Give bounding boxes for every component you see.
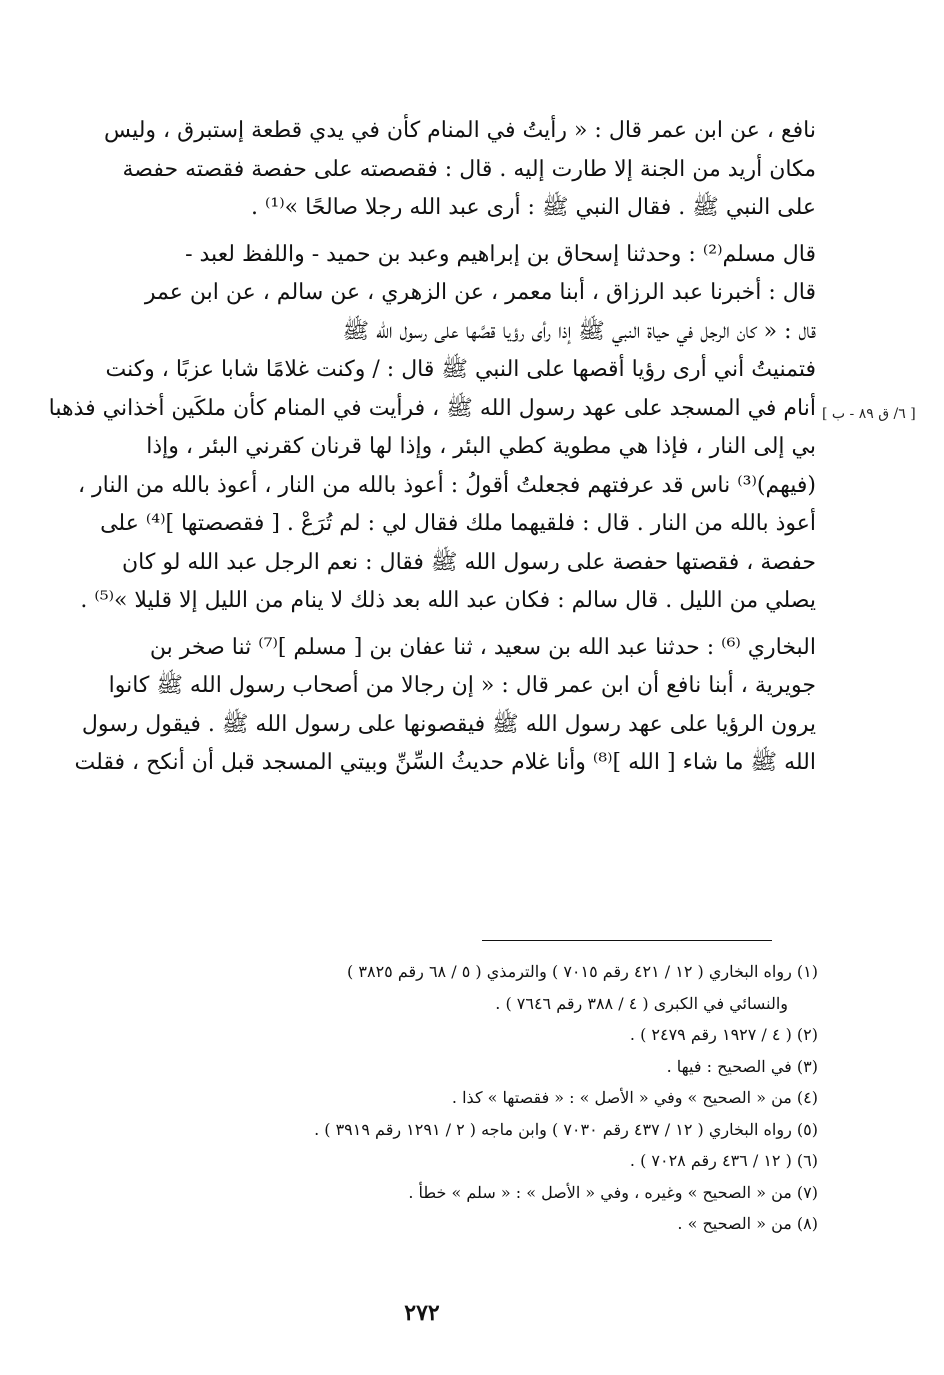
text-line: نافع ، عن ابن عمر قال : « رأيتُ في المنام كأن في يدي قطعة إستبرق ، وليس [104, 118, 816, 143]
text-line: البخاري ⁽⁶⁾ : حدثنا عبد الله بن سعيد ، ثنا عفان بن [ مسلم ]⁽⁷⁾ ثنا صخر بن [149, 634, 816, 660]
text-line: قال : « كان الرجل في حياة النبي ﷺ إذا رأى رؤيا قصَّها على رسول الله ﷺ [342, 318, 816, 344]
text-line: يصلي من الليل . قال سالم : فكان عبد الله بعد ذلك لا ينام من الليل إلا قليلا »⁽⁵⁾ . [80, 588, 816, 613]
manuscript-margin-note: [ ٦/ ق ٨٩ - ب ] [822, 406, 916, 422]
page-number: ٢٧٢ [404, 1300, 440, 1326]
footnote-continuation: والنسائي في الكبرى ( ٤ / ٣٨٨ رقم ٧٦٤٦ ) . [495, 993, 788, 1013]
paragraph [28, 236, 816, 621]
footnote: (٧) من « الصحيح » وغيره ، وفي « الأصل » : « سلم » خطأ . [408, 1182, 818, 1202]
footnote: (١) رواه البخاري ( ١٢ / ٤٢١ رقم ٧٠١٥ ) والترمذي ( ٥ / ٦٨ رقم ٣٨٢٥ ) [347, 962, 818, 981]
text-line: أعوذ بالله من النار . قال : فلقيهما ملك فقال لي : لم تُرَعْ . [ فقصصتها ]⁽⁴⁾ على [100, 511, 816, 536]
footnote: (٦) ( ١٢ / ٤٣٦ رقم ٧٠٢٨ ) . [629, 1151, 818, 1170]
footnote: (٤) من « الصحيح » وفي « الأصل » : « فقصتها » كذا . [451, 1088, 818, 1107]
text-line: أنام في المسجد على عهد رسول الله ﷺ ، فرأيت في المنام كأن ملكَين أخذاني فذهبا [48, 395, 816, 421]
text-line: مكان أريد من الجنة إلا طارت إليه . قال : فقصصته على حفصة فقصته حفصة [122, 156, 816, 182]
main-text [28, 112, 816, 791]
footnote: (٥) رواه البخاري ( ١٢ / ٤٣٧ رقم ٧٠٣٠ ) وابن ماجه ( ٢ / ١٢٩١ رقم ٣٩١٩ ) . [314, 1119, 818, 1139]
text-line: فتمنيتُ أني أرى رؤيا أقصها على النبي ﷺ قال : / وكنت غلامًا شابا عزبًا ، وكنت [105, 357, 816, 382]
text-line: على النبي ﷺ . فقال النبي ﷺ : أرى عبد الله رجلا صالحًا »⁽¹⁾ . [251, 195, 816, 220]
footnotes [28, 956, 818, 1240]
text-line: حفصة ، فقصتها حفصة على رسول الله ﷺ فقال : نعم الرجل عبد الله لو كان [122, 549, 816, 575]
footnote-separator [482, 940, 772, 941]
text-line: بي إلى النار ، فإذا هي مطوية كطي البئر ، وإذا لها قرنان كقرني البئر ، وإذا [146, 434, 816, 459]
paragraph [28, 629, 816, 783]
footnote: (٢) ( ٤ / ١٩٢٧ رقم ٢٤٧٩ ) . [629, 1025, 818, 1044]
text-line: قال مسلم⁽²⁾ : وحدثنا إسحاق بن إبراهيم وعبد بن حميد - واللفظ لعبد - [185, 241, 816, 267]
text-line: (فيهم)⁽³⁾ ناس قد عرفتهم فجعلتُ أقولُ : أعوذ بالله من النار ، أعوذ بالله من النار ، [77, 472, 816, 498]
text-line: جويرية ، أبنا نافع أن ابن عمر قال : « إن رجالا من أصحاب رسول الله ﷺ كانوا [108, 673, 816, 698]
footnote: (٣) في الصحيح : فيها . [666, 1056, 818, 1076]
text-line: يرون الرؤيا على عهد رسول الله ﷺ فيقصونها على رسول الله ﷺ . فيقول رسول [81, 711, 816, 737]
text-line: الله ﷺ ما شاء [ الله ]⁽⁸⁾ وأنا غلام حديثُ السِّنِّ وبيتي المسجد قبل أن أنكح ، فقلت [74, 750, 816, 775]
text-line: قال : أخبرنا عبد الرزاق ، أبنا معمر ، عن الزهري ، عن سالم ، عن ابن عمر [144, 280, 816, 305]
footnote: (٨) من « الصحيح » . [677, 1214, 818, 1233]
paragraph [28, 112, 816, 228]
